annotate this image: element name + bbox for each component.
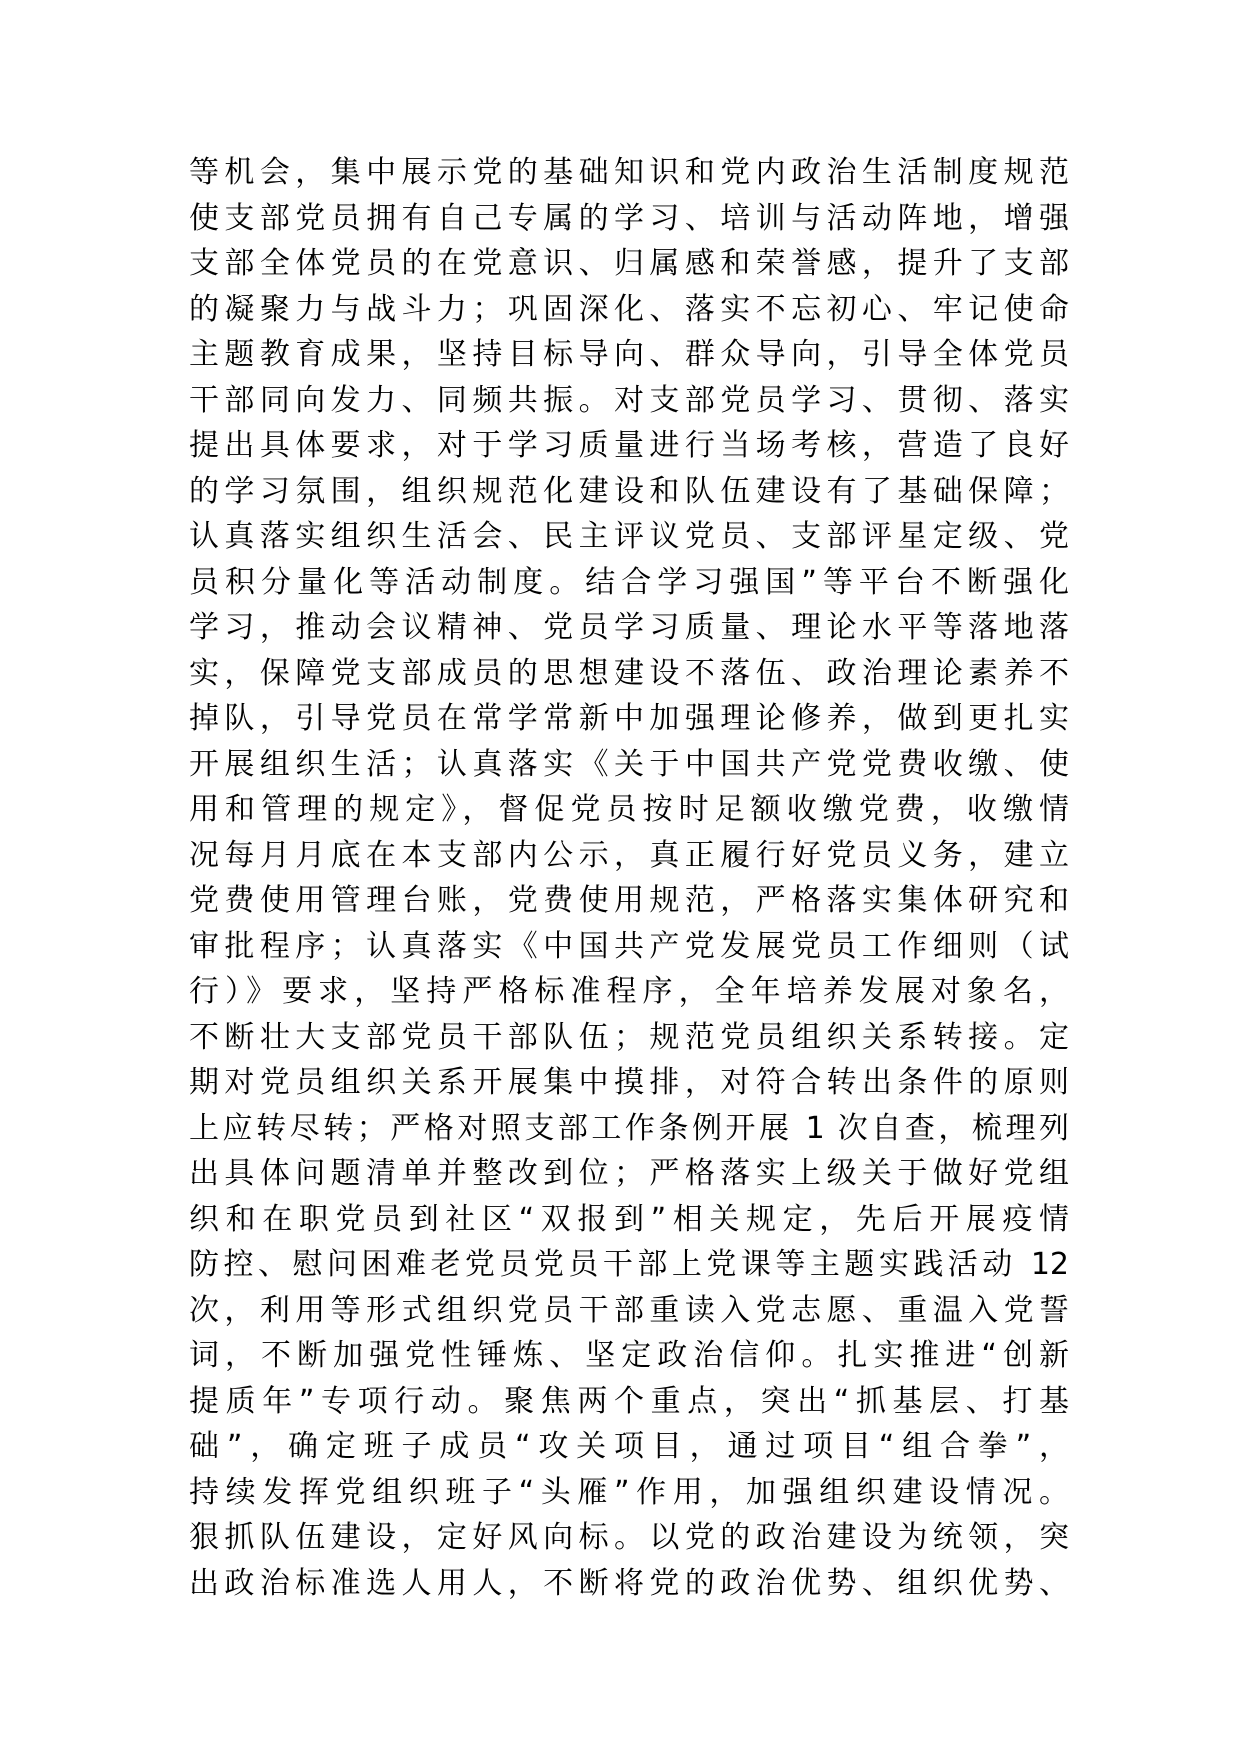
text-line: 等机会，集中展示党的基础知识和党内政治生活制度规范 (189, 155, 1069, 190)
text-line: 审批程序；认真落实《中国共产党发展党员工作细则（试 (189, 928, 1069, 964)
text-line: 认真落实组织生活会、民主评议党员、支部评星定级、党 (189, 519, 1069, 554)
text-line: 况每月月底在本支部内公示，真正履行好党员义务，建立 (189, 837, 1069, 873)
text-line: 狠抓队伍建设，定好风向标。以党的政治建设为统领，突 (189, 1520, 1069, 1555)
text-line: 织和在职党员到社区“双报到”相关规定，先后开展疫情 (189, 1201, 1069, 1237)
text-line: 干部同向发力、同频共振。对支部党员学习、贯彻、落实 (189, 382, 1069, 418)
text-line: 的凝聚力与战斗力；巩固深化、落实不忘初心、牢记使命 (189, 291, 1069, 327)
text-line: 的学习氛围，组织规范化建设和队伍建设有了基础保障； (189, 473, 1069, 509)
body-text (189, 150, 1069, 1606)
text-line: 主题教育成果，坚持目标导向、群众导向，引导全体党员 (189, 337, 1069, 372)
text-line: 次，利用等形式组织党员干部重读入党志愿、重温入党誓 (189, 1292, 1069, 1328)
text-line: 员积分量化等活动制度。结合学习强国”等平台不断强化 (189, 564, 1069, 600)
text-line: 出政治标准选人用人，不断将党的政治优势、组织优势、 (189, 1565, 1069, 1601)
text-line: 使支部党员拥有自己专属的学习、培训与活动阵地，增强 (189, 200, 1069, 236)
text-line: 期对党员组织关系开展集中摸排，对符合转出条件的原则 (189, 1065, 1069, 1100)
text-line: 用和管理的规定》，督促党员按时足额收缴党费，收缴情 (189, 792, 1069, 827)
text-line: 提出具体要求，对于学习质量进行当场考核，营造了良好 (189, 428, 1069, 463)
text-line: 础”，确定班子成员“攻关项目，通过项目“组合拳”， (189, 1429, 1069, 1464)
text-line: 防控、慰问困难老党员党员干部上党课等主题实践活动 12 (189, 1247, 1069, 1282)
text-line: 行）》要求，坚持严格标准程序，全年培养发展对象名， (189, 974, 1069, 1009)
text-line: 提质年”专项行动。聚焦两个重点，突出“抓基层、打基 (189, 1383, 1069, 1419)
text-line: 开展组织生活；认真落实《关于中国共产党党费收缴、使 (189, 746, 1069, 782)
text-line: 出具体问题清单并整改到位；严格落实上级关于做好党组 (189, 1156, 1069, 1191)
text-line: 支部全体党员的在党意识、归属感和荣誉感，提升了支部 (189, 246, 1069, 281)
text-line: 不断壮大支部党员干部队伍；规范党员组织关系转接。定 (189, 1019, 1069, 1055)
text-line: 学习，推动会议精神、党员学习质量、理论水平等落地落 (189, 610, 1069, 645)
text-line: 党费使用管理台账，党费使用规范，严格落实集体研究和 (189, 883, 1069, 918)
text-line: 上应转尽转；严格对照支部工作条例开展 1 次自查，梳理列 (189, 1110, 1069, 1146)
text-line: 词，不断加强党性锤炼、坚定政治信仰。扎实推进“创新 (189, 1338, 1069, 1373)
text-line: 持续发挥党组织班子“头雁”作用，加强组织建设情况。 (189, 1474, 1069, 1510)
text-line: 实，保障党支部成员的思想建设不落伍、政治理论素养不 (189, 655, 1069, 691)
text-line: 掉队，引导党员在常学常新中加强理论修养，做到更扎实 (189, 701, 1069, 736)
